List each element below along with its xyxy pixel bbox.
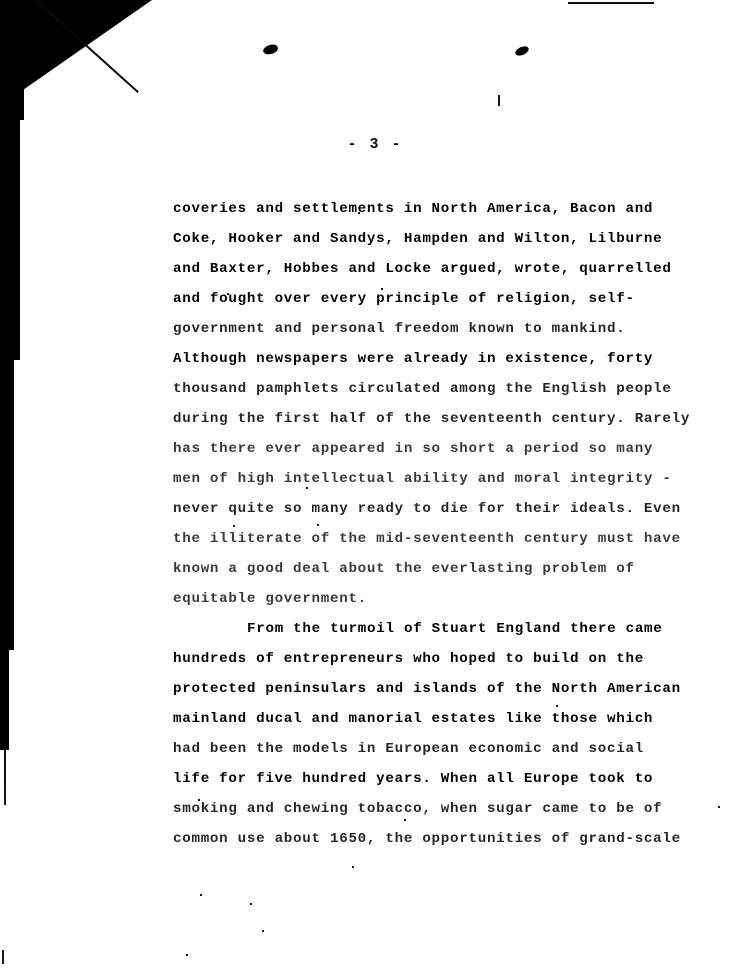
text-line: common use about 1650, the opportunities of grand-scale	[173, 831, 681, 847]
text-line: Coke, Hooker and Sandys, Hampden and Wilton, Lilburne	[173, 231, 663, 247]
text-line: known a good deal about the everlasting problem of	[173, 561, 635, 577]
text-line: has there ever appeared in so short a period so many	[173, 441, 654, 457]
ink-blot-right	[514, 45, 530, 58]
left-edge-hairline-bottom	[2, 950, 4, 964]
text-line: men of high intellectual ability and moral integrity -	[173, 471, 672, 487]
text-line: From the turmoil of Stuart England there came	[247, 621, 663, 637]
left-edge-shadow-middle	[0, 60, 20, 360]
text-line: hundreds of entrepreneurs who hoped to build on the	[173, 651, 644, 667]
left-edge-shadow-tail	[0, 640, 9, 750]
scan-speck	[352, 866, 354, 868]
text-line: never quite so many ready to die for their ideals. Even	[173, 501, 681, 517]
text-line: Although newspapers were already in existence, forty	[173, 351, 654, 367]
text-line: life for five hundred years. When all Europe took to	[173, 771, 654, 787]
text-line: protected peninsulars and islands of the North American	[173, 681, 681, 697]
text-line: government and personal freedom known to mankind.	[173, 321, 626, 337]
scan-speck	[250, 903, 252, 905]
text-line: had been the models in European economic and social	[173, 741, 644, 757]
ink-blot-left	[262, 43, 279, 56]
scan-speck	[262, 930, 264, 932]
text-line: thousand pamphlets circulated among the English people	[173, 381, 672, 397]
text-line: the illiterate of the mid-seventeenth century must have	[173, 531, 681, 547]
top-edge-rule	[568, 2, 654, 4]
text-line: smoking and chewing tobacco, when sugar came to be of	[173, 801, 663, 817]
document-body	[173, 194, 693, 854]
scan-speck	[186, 954, 188, 956]
scan-speck	[718, 806, 720, 808]
page-number: - 3 -	[347, 136, 403, 153]
text-line: mainland ducal and manorial estates like those which	[173, 711, 654, 727]
left-edge-shadow-lower	[0, 350, 14, 650]
text-line: and Baxter, Hobbes and Locke argued, wrote, quarrelled	[173, 261, 672, 277]
scan-speck	[200, 894, 202, 896]
text-line: coveries and settlements in North America, Bacon and	[173, 201, 654, 217]
text-line: and fought over every principle of religion, self-	[173, 291, 635, 307]
text-line: during the first half of the seventeenth century. Rarely	[173, 411, 691, 427]
pen-tick-mark	[498, 95, 500, 106]
text-line: equitable government.	[173, 591, 367, 607]
left-edge-hairline-lower	[4, 783, 6, 805]
